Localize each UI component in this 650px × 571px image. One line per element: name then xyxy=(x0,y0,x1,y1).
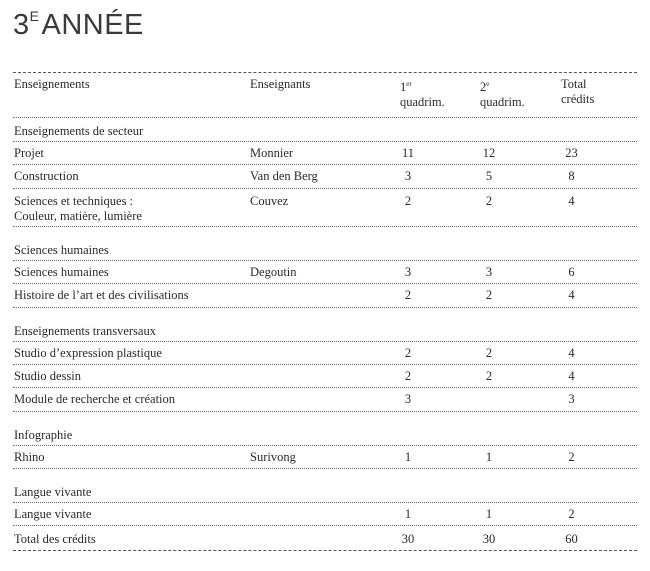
course-name: Sciences et techniques : Couleur, matière, lumière xyxy=(14,194,142,223)
table-row xyxy=(13,142,637,165)
q1-credits: 2 xyxy=(404,288,412,302)
total-credits: 23 xyxy=(565,146,578,160)
table-row xyxy=(13,365,637,388)
q1-credits: 1 xyxy=(404,450,412,464)
table-row xyxy=(13,446,637,469)
total-credits: 4 xyxy=(568,369,575,383)
teacher-name: Surivong xyxy=(250,450,296,464)
q1-credits: 2 xyxy=(404,369,412,383)
q1-credits: 1 xyxy=(404,507,412,521)
q1-credits: 3 xyxy=(404,392,412,406)
q1-credits: 2 xyxy=(404,194,412,208)
header-teacher: Enseignants xyxy=(250,77,311,91)
course-name: Studio dessin xyxy=(14,369,82,383)
section-header-infographie xyxy=(13,412,637,446)
totals-row xyxy=(13,526,637,550)
course-name: Module de recherche et création xyxy=(14,392,176,406)
total-credits: 4 xyxy=(568,346,575,360)
table-row xyxy=(13,165,637,189)
totals-q2: 30 xyxy=(482,532,496,546)
table-row xyxy=(13,284,637,308)
q1-credits: 2 xyxy=(404,346,412,360)
section-title: Enseignements transversaux xyxy=(14,324,156,338)
q1-credits: 3 xyxy=(404,169,412,183)
course-name: Rhino xyxy=(14,450,45,464)
total-credits: 2 xyxy=(568,450,575,464)
q2-credits: 2 xyxy=(485,369,493,383)
header-course: Enseignements xyxy=(14,77,90,91)
total-credits: 4 xyxy=(568,194,575,208)
section-header-transversaux xyxy=(13,308,637,342)
course-name: Studio d’expression plastique xyxy=(14,346,162,360)
course-name: Projet xyxy=(14,146,44,160)
q1-credits: 11 xyxy=(401,146,415,160)
section-title: Enseignements de secteur xyxy=(14,124,144,138)
table-header-row xyxy=(13,73,637,118)
q2-credits: 3 xyxy=(485,265,493,279)
title-number: 3 xyxy=(13,9,30,41)
q2-credits: 2 xyxy=(485,288,493,302)
section-title: Langue vivante xyxy=(14,485,92,499)
total-credits: 2 xyxy=(568,507,575,521)
q2-credits: 5 xyxy=(485,169,493,183)
table-row xyxy=(13,342,637,365)
course-name: Langue vivante xyxy=(14,507,92,521)
q2-credits: 12 xyxy=(482,146,496,160)
teacher-name: Van den Berg xyxy=(250,169,318,183)
title-word: ANNÉE xyxy=(41,9,144,41)
teacher-name: Degoutin xyxy=(250,265,297,279)
course-name: Sciences humaines xyxy=(14,265,109,279)
section-header-secteur xyxy=(13,118,637,142)
total-credits: 4 xyxy=(568,288,575,302)
q1-credits: 3 xyxy=(404,265,412,279)
course-name: Construction xyxy=(14,169,79,183)
table-row xyxy=(13,388,637,412)
total-credits: 6 xyxy=(568,265,575,279)
q2-credits: 2 xyxy=(485,346,493,360)
course-name: Histoire de l’art et des civilisations xyxy=(14,288,189,302)
header-q2: 2e quadrim. xyxy=(480,80,525,109)
table-row xyxy=(13,189,637,227)
total-credits: 3 xyxy=(568,392,575,406)
section-header-sciences-humaines xyxy=(13,227,637,261)
table-row xyxy=(13,503,637,526)
credits-table xyxy=(13,72,637,551)
title-superscript: E xyxy=(29,8,40,24)
header-total: Total crédits xyxy=(561,77,595,106)
totals-label: Total des crédits xyxy=(14,532,96,546)
q2-credits: 1 xyxy=(485,450,493,464)
table-row xyxy=(13,261,637,284)
total-credits: 8 xyxy=(568,169,575,183)
totals-total: 60 xyxy=(565,532,578,546)
teacher-name: Monnier xyxy=(250,146,294,160)
totals-q1: 30 xyxy=(401,532,415,546)
q2-credits: 1 xyxy=(485,507,493,521)
header-q1: 1er quadrim. xyxy=(400,80,445,109)
table-bottom-rule xyxy=(13,550,637,551)
q2-credits: 2 xyxy=(485,194,493,208)
page-title xyxy=(13,8,144,43)
section-title: Infographie xyxy=(14,428,73,442)
section-title: Sciences humaines xyxy=(14,243,109,257)
teacher-name: Couvez xyxy=(250,194,289,208)
section-header-langue-vivante xyxy=(13,469,637,503)
